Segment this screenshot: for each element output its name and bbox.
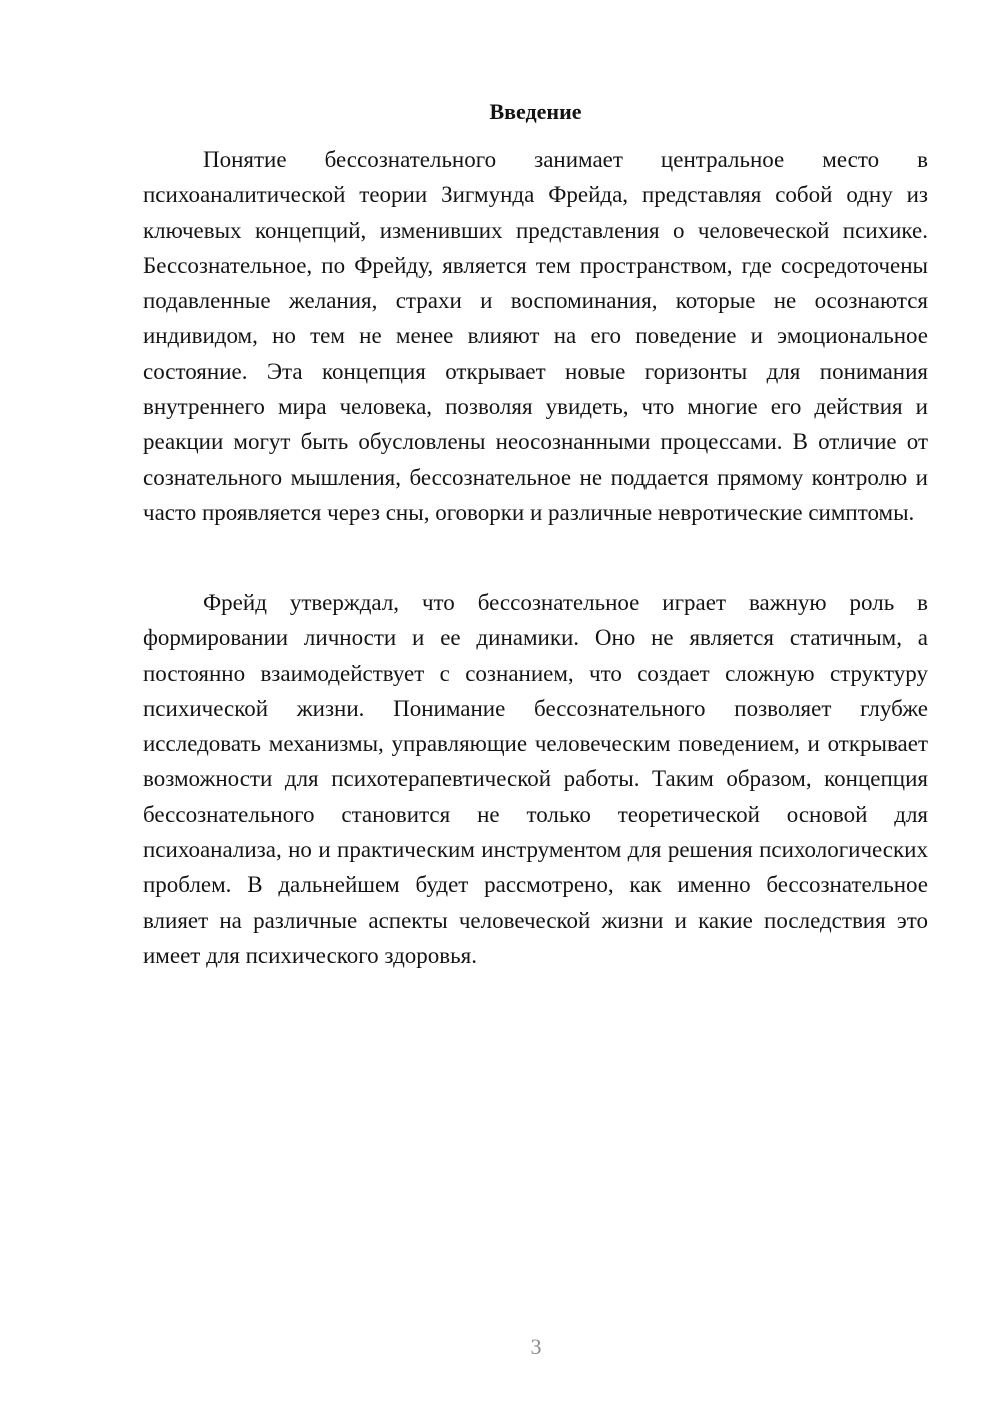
body-paragraph-1: Понятие бессознательного занимает центральное место в психоаналитической теории Зигмунда Фрейда, представляя собой одну из ключевых концепций, изменивших представления о человеческой психике. Бессознательное, по Фрейду, является тем пространством, где сосредоточены подавленные желания, страхи и воспоминания, которые не осознаются индивидом, но тем не менее влияют на его поведение и эмоциональное состояние. Эта концепция открывает новые горизонты для понимания внутреннего мира человека, позволяя увидеть, что многие его действия и реакции могут быть обусловлены неосознанными процессами. В отличие от сознательного мышления, бессознательное не поддается прямому контролю и часто проявляется через сны, оговорки и различные невротические симптомы. bbox=[143, 147, 928, 525]
body-paragraph-2: Фрейд утверждал, что бессознательное играет важную роль в формировании личности и ее динамики. Оно не является статичным, а постоянно взаимодействует с сознанием, что создает сложную структуру психической жизни. Понимание бессознательного позволяет глубже исследовать механизмы, управляющие человеческим поведением, и открывает возможности для психотерапевтической работы. Таким образом, концепция бессознательного становится не только теоретической основой для психоанализа, но и практическим инструментом для решения психологических проблем. В дальнейшем будет рассмотрено, как именно бессознательное влияет на различные аспекты человеческой жизни и какие последствия это имеет для психического здоровья. bbox=[143, 590, 928, 968]
page-number: 3 bbox=[530, 1334, 542, 1359]
section-heading: Введение bbox=[489, 99, 582, 124]
